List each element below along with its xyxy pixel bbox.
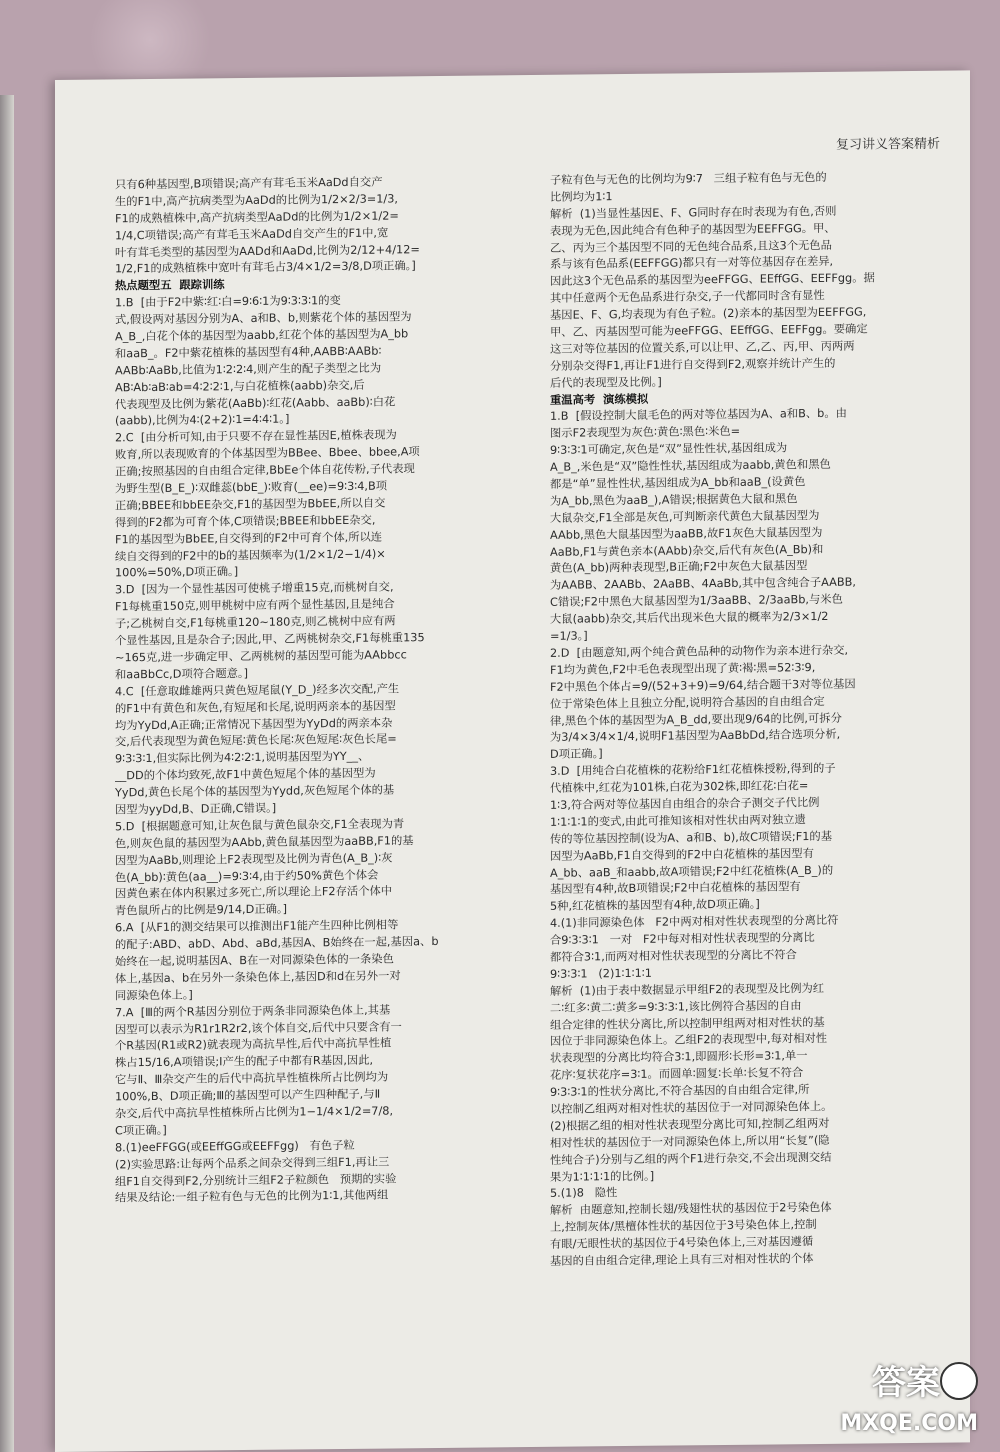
left-column: [115, 173, 530, 1437]
text-line: 1.B [假设控制大鼠毛色的两对等位基因为A、a和B、b。由: [550, 407, 847, 424]
text-line: 重温高考 演练模拟: [550, 392, 649, 407]
text-line: F2中黑色个体占=9/(52+3+9)=9/64,结合题干3对等位基因: [550, 677, 856, 694]
text-line: YyDd,黄色长尾个体的基因型为Yydd,灰色短尾个体的基: [115, 783, 395, 800]
text-line: 8.(1)eeFFGG(或EEffGG或EEFFgg) 有色子粒: [115, 1138, 355, 1155]
text-line: A_bb、aaB_和aabb,故A项错误;F2中红花植株(A_B_)的: [550, 863, 834, 880]
text-line: 二∶红多∶黄二∶黄多=9∶3∶3∶1,该比例符合基因的自由: [550, 998, 802, 1015]
text-line: 大鼠杂交,F1全部是灰色,可判断亲代黄色大鼠基因型为: [550, 508, 820, 525]
text-line: 1∶3,符合两对等位基因自由组合的杂合子测交子代比例: [550, 795, 820, 812]
text-line: 组合定律的性状分离比,所以控制甲组两对相对性状的基: [550, 1015, 825, 1032]
text-line: 有眼/无眼性状的基因位于4号染色体上,三对基因遵循: [550, 1235, 814, 1251]
text-line: 杂交,后代中高抗旱性植株所占比例为1−1/4×1/2=7/8,: [115, 1104, 394, 1121]
text-line: 6.A [从F1的测交结果可以推测出F1能产生四种比例相等: [115, 918, 399, 935]
text-line: 正确;BBEE和bbEE杂交,F1的基因型为BbEE,所以自交: [115, 496, 386, 513]
page-header: 复习讲义答案精析: [835, 136, 940, 153]
text-line: 都是“单”显性性状,基因组成为A_bb和aaB_(设黄色: [550, 475, 806, 491]
text-line: 的F1中有黄色和灰色,有短尾和长尾,说明两亲本的基因型: [115, 699, 396, 715]
text-line: 基因E、F、G,均表现为有色子粒。(2)亲本的基因型为EEFFGG,: [550, 305, 867, 322]
text-line: F1每桃重150克,则甲桃树中应有两个显性基因,且是纯合: [115, 597, 395, 614]
text-line: 色(A_bb)∶黄色(aa__)=9∶3∶4,由于约50%黄色个体会: [115, 868, 379, 884]
text-line: 因位于非同源染色体上。乙组F2的表现型中,每对相对性: [550, 1032, 828, 1049]
text-line: 均为YyDd,A正确;正常情况下基因型为YyDd的两亲本杂: [115, 715, 393, 732]
text-line: 5种,红花植株的基因型有4种,故D项正确。]: [550, 897, 760, 914]
text-line: ~165克,进一步确定甲、乙两桃树的基因型可能为AAbbcc: [115, 648, 407, 665]
text-line: 2.D [由题意知,两个纯合黄色品种的动物作为亲本进行杂交,: [550, 643, 849, 660]
text-line: 9∶3∶3∶1,但实际比例为4∶2∶2∶1,说明基因型为YY__、: [115, 749, 370, 766]
text-line: 因型可以表示为R1r1R2r2,该个体自交,后代中只要含有一: [115, 1019, 402, 1036]
text-line: 100%,B、D项正确;Ⅲ的基因型可以产生四种配子,与Ⅱ: [115, 1087, 381, 1104]
text-line: 只有6种基因型,B项错误;高产有茸毛玉米AaDd自交产: [115, 175, 383, 192]
text-line: 1.B [由于F2中紫∶红∶白=9∶6∶1为9∶3∶3∶1的变: [115, 294, 341, 310]
text-line: 4.C [任意取雌雄两只黄色短尾鼠(Y_D_)经多次交配,产生: [115, 682, 400, 699]
text-line: 基因的自由组合定律,理论上具有三对相对性状的个体: [550, 1252, 814, 1268]
text-line: 1/4,C项错误;高产有茸毛玉米AaDd自交产生的F1中,宽: [115, 226, 389, 243]
text-line: (2)根据乙组的相对性状表现型分离比可知,控制乙组两对: [550, 1116, 830, 1133]
text-line: 9∶3∶3∶1的性状分离比,不符合基因的自由组合定律,所: [550, 1083, 810, 1099]
text-line: 色,则灰色鼠的基因型为AAbb,黄色鼠基因型为aaBB,F1的基: [115, 833, 414, 851]
watermark-text: 答案: [872, 1363, 940, 1403]
text-line: 乙、丙为三个基因型不同的无色纯合品系,且这3个无色品: [550, 238, 832, 255]
watermark-circle-icon: [940, 1362, 978, 1400]
text-line: 黄色(A_bb)两种表现型,B正确;F2中灰色大鼠基因型: [550, 559, 808, 576]
watermark-url: MXQE.COM: [840, 1411, 978, 1436]
text-line: 3.D [因为一个显性基因可使桃子增重15克,而桃树自交,: [115, 580, 394, 597]
text-line: 比例均为1∶1: [550, 190, 613, 204]
text-line: 它与Ⅱ、Ⅲ杂交产生的后代中高抗旱性植株所占比例均为: [115, 1070, 389, 1087]
text-line: 子;乙桃树自交,F1每桃重120~180克,则乙桃树中应有两: [115, 614, 396, 631]
text-line: 表现为无色,因此纯合有色种子的基因型为EEFFGG。甲、: [550, 221, 836, 238]
text-line: 以控制乙组两对相对性状的基因位于一对同源染色体上。: [550, 1099, 833, 1116]
text-line: AaBb,F1与黄色亲本(AAbb)杂交,后代有灰色(A_Bb)和: [550, 542, 824, 559]
text-line: 为3/4×3/4×1/4,说明F1基因型为AaBbDd,结合选项分析,: [550, 728, 841, 745]
text-line: AAbb,黑色大鼠基因型为aaBB,故F1灰色大鼠基因型为: [550, 525, 823, 542]
text-line: 交,后代表现型为黄色短尾∶黄色长尾∶灰色短尾∶灰色长尾=: [115, 732, 397, 749]
text-line: 分别杂交得F1,再让F1进行自交得到F2,观察并统计产生的: [550, 356, 836, 373]
text-line: 得到的F2都为可育个体,C项错误;BBEE和bbEE杂交,: [115, 513, 376, 530]
text-line: 5.(1)8 隐性: [550, 1186, 618, 1201]
text-line: 甲、乙、丙基因型可能为eeFFGG、EEffGG、EEFFgg。要确定: [550, 322, 868, 339]
text-line: 性纯合子)分别与乙组的两个F1进行杂交,不会出现测交结: [550, 1150, 832, 1167]
text-line: 7.A [Ⅲ的两个R基因分别位于两条非同源染色体上,其基: [115, 1003, 391, 1020]
page-spine-edge: [0, 95, 14, 1452]
text-line: 果为1∶1∶1∶1的比例。]: [550, 1169, 655, 1184]
text-line: 系与该有色品系(EEFFGG)都只有一对等位基因存在差异,: [550, 255, 834, 272]
text-line: 和aaB_。F2中紫花植株的基因型有4种,AABB∶AABb∶: [115, 344, 382, 361]
text-line: 律,黑色个体的基因型为A_B_dd,要出现9/64的比例,可拆分: [550, 711, 842, 728]
text-line: 基因型有4种,故B项错误;F2中白花植株的基因型有: [550, 880, 801, 897]
text-line: 相对性状的基因位于一对同源染色体上,所以用“长复”(隐: [550, 1133, 830, 1150]
text-line: C项正确。]: [115, 1123, 167, 1138]
text-line: 个R基因(R1或R2)就表现为高抗旱性,后代中高抗旱性植: [115, 1036, 392, 1053]
text-line: 热点题型五 跟踪训练: [115, 278, 225, 293]
text-line: 1∶1∶1∶1的变式,由此可推知该相对性状由两对独立遗: [550, 812, 806, 829]
text-line: 败育,所以表现败育的个体基因型为BBee、Bbee、bbee,A项: [115, 445, 420, 462]
text-line: 100%=50%,D项正确。]: [115, 565, 239, 580]
text-line: A_B_,米色是“双”隐性性状,基因组成为aabb,黄色和黑色: [550, 458, 831, 474]
text-line: =1/3。]: [550, 629, 588, 643]
text-line: 因黄色素在体内积累过多死亡,所以理论上F2存活个体中: [115, 884, 393, 901]
text-line: 因型为yyDd,B、D正确,C错误。]: [115, 801, 277, 817]
text-line: 上,控制灰体/黑檀体性状的基因位于3号染色体上,控制: [550, 1218, 817, 1235]
text-line: (2)实验思路:让每两个品系之间杂交得到三组F1,再让三: [115, 1155, 390, 1172]
text-line: 因此这3个无色品系的基因型为eeFFGG、EEffGG、EEFFgg。据: [550, 271, 875, 289]
text-line: 3.D [用纯合白花植株的花粉给F1红花植株授粉,得到的子: [550, 761, 836, 778]
text-line: 代表现型及比例为紫花(AaBb)∶红花(Aabb、aaBb)∶白花: [115, 395, 396, 411]
text-line: F1的基因型为BbEE,自交得到的F2中可育个体,所以连: [115, 530, 383, 547]
text-line: 同源染色体上。]: [115, 988, 193, 1003]
text-line: F1的成熟植株中,高产抗病类型AaDd的比例为1/2×1/2=: [115, 209, 399, 226]
text-line: 2.C [由分析可知,由于只要不存在显性基因E,植株表现为: [115, 428, 397, 445]
text-line: 个显性基因,且是杂合子;因此,甲、乙两桃树杂交,F1每桃重135: [115, 631, 425, 648]
text-line: 9∶3∶3∶1 (2)1∶1∶1∶1: [550, 966, 652, 981]
text-line: F1均为黄色,F2中毛色表现型出现了黄∶褐∶黑=52∶3∶9,: [550, 660, 816, 677]
text-line: 代植株中,红花为101株,白花为302株,即红花∶白花=: [550, 779, 809, 795]
book-page: [55, 70, 970, 1452]
text-line: 为野生型(B_E_)∶双雌蕊(bbE_)∶败育(__ee)=9∶3∶4,B项: [115, 479, 388, 496]
text-line: 合9∶3∶3∶1 一对 F2中每对相对性状表现型的分离比: [550, 931, 815, 947]
text-line: 的配子:ABD、abD、Abd、aBd,基因A、B始终在一起,基因a、b: [115, 935, 439, 952]
text-line: 这三对等位基因的位置关系,可以让甲、乙,乙、丙,甲、丙两两: [550, 339, 855, 356]
text-line: 后代的表现型及比例。]: [550, 375, 662, 390]
text-line: C错误;F2中黑色大鼠基因型为1/3aaBB、2/3aaBb,与米色: [550, 593, 843, 610]
text-line: AABb∶AaBb,比值为1∶2∶2∶4,则产生的配子类型之比为: [115, 361, 382, 378]
text-line: 传的等位基因控制(设为A、a和B、b),故C项错误;F1的基: [550, 829, 832, 846]
text-line: 叶有茸毛类型的基因型为AADd和AaDd,比例为2/12+4/12=: [115, 242, 420, 259]
text-line: 因型为AaBb,则理论上F2表现型及比例为青色(A_B_)∶灰: [115, 851, 393, 867]
text-line: 图示F2表现型为灰色∶黄色∶黑色∶米色=: [550, 425, 741, 441]
text-line: A_B_,白花个体的基因型为aabb,红花个体的基因型为A_bb: [115, 327, 409, 344]
text-line: 生的F1中,高产抗病类型为AaDd的比例为1/2×2/3=1/3,: [115, 192, 399, 209]
text-line: 解析 (1)由于表中数据显示甲组F2的表现型及比例为红: [550, 981, 825, 998]
text-line: 9∶3∶3∶1可确定,灰色是“双”显性性状,基因组成为: [550, 441, 788, 458]
text-line: AB∶Ab∶aB∶ab=4∶2∶2∶1,与白花植株(aabb)杂交,后: [115, 378, 365, 395]
text-line: 4.(1)非同源染色体 F2中两对相对性状表现型的分离比符: [550, 913, 839, 931]
text-line: 位于常染色体上且独立分配,说明符合基因的自由组合定: [550, 694, 825, 711]
text-line: 都符合3∶1,而两对相对性状表现型的分离比不符合: [550, 948, 797, 964]
text-line: 青色鼠所占的比例是9/14,D正确。]: [115, 902, 287, 918]
text-line: 结果及结论:一组子粒有色与无色的比例为1∶1,其他两组: [115, 1188, 389, 1205]
watermark: [820, 1363, 990, 1444]
text-line: 始终在一起,说明基因A、B在一对同源染色体的一条染色: [115, 952, 394, 969]
text-line: 为A_bb,黑色为aaB_),A错误;根据黄色大鼠和黑色: [550, 492, 798, 508]
text-line: 解析 (1)当显性基因E、F、G同时存在时表现为有色,否则: [550, 204, 837, 221]
text-line: 式,假设两对基因分别为A、a和B、b,则紫花个体的基因型为: [115, 310, 412, 327]
text-line: 组F1自交得到F2,分别统计三组F2子粒颜色 预期的实验: [115, 1171, 397, 1188]
text-line: (aabb),比例为4∶(2+2)∶1=4∶4∶1。]: [115, 413, 290, 428]
text-line: 株占15/16,A项错误;Ⅰ产生的配子中都有R基因,因此,: [115, 1053, 374, 1070]
text-line: 因型为AaBb,F1自交得到的F2中白花植株的基因型有: [550, 846, 814, 863]
text-line: 1/2,F1的成熟植株中宽叶有茸毛占3/4×1/2=3/8,D项正确。]: [115, 259, 416, 276]
text-line: 子粒有色与无色的比例均为9∶7 三组子粒有色与无色的: [550, 170, 827, 187]
text-line: 状表现型的分离比均符合3∶1,即圆形∶长形=3∶1,单一: [550, 1049, 808, 1066]
text-line: 续自交得到的F2中的b的基因频率为(1/2×1/2−1/4)×: [115, 547, 386, 563]
text-line: __DD的个体均致死,故F1中黄色短尾个体的基因型为: [115, 766, 376, 783]
text-line: 其中任意两个无色品系进行杂交,子一代都同时含有显性: [550, 289, 825, 306]
text-line: D项正确。]: [550, 747, 603, 762]
text-line: 正确;按照基因的自由组合定律,BbEe个体自花传粉,子代表现: [115, 462, 415, 479]
text-line: 5.D [根据题意可知,让灰色鼠与黄色鼠杂交,F1全表现为青: [115, 817, 405, 834]
text-line: 体上,基因a、b在另外一条染色体上,基因D和d在另外一对: [115, 969, 401, 986]
text-line: 花序∶复状花序=3∶1。而圆单∶圆复∶长单∶长复不符合: [550, 1066, 804, 1083]
text-line: 大鼠(aabb)杂交,其后代出现米色大鼠的概率为2/3×1/2: [550, 610, 829, 626]
text-line: 为AABB、2AABb、2AaBB、4AaBb,其中包含纯合子AABB,: [550, 575, 856, 593]
text-line: 解析 由题意知,控制长翅/残翅性状的基因位于2号染色体: [550, 1201, 832, 1218]
right-column: [550, 169, 955, 1433]
text-line: 和aaBbCc,D项符合题意。]: [115, 666, 248, 682]
